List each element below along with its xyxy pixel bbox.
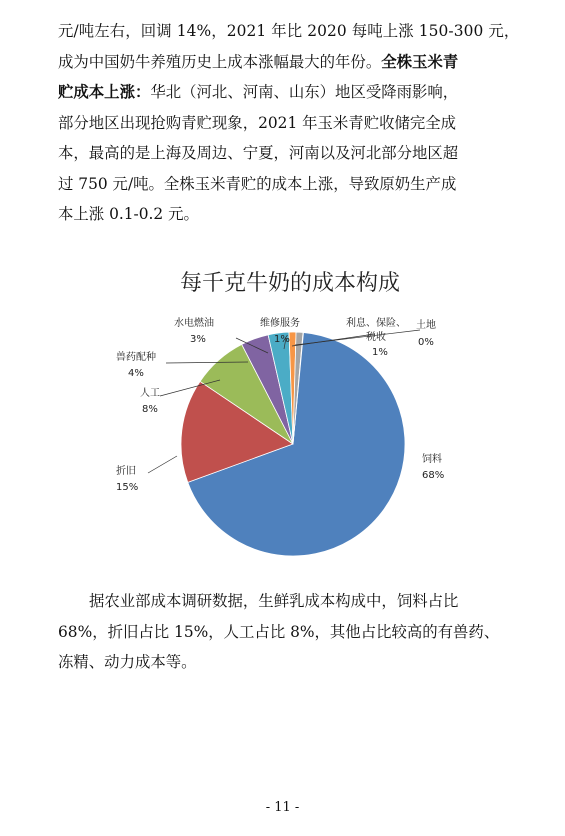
text-segment: 成为中国奶牛养殖历史上成本涨幅最大的年份。 — [58, 52, 382, 71]
slice-name: 折旧 — [116, 466, 136, 477]
slice-name: 饲料 — [422, 454, 442, 465]
paragraph-line: 冻精、动力成本等。 — [58, 653, 197, 671]
slice-percent: 68% — [422, 470, 445, 481]
paragraph-line: 元/吨左右，回调 14%，2021 年比 2020 每吨上涨 150-300 元， — [58, 22, 520, 40]
slice-percent: 15% — [116, 482, 139, 493]
chart-title: 每千克牛奶的成本构成 — [179, 271, 401, 296]
slice-name: 税收 — [366, 332, 386, 343]
bold-heading: 贮成本上涨： — [58, 83, 151, 101]
paragraph-line: 据农业部成本调研数据，生鲜乳成本构成中，饲料占比 — [89, 592, 459, 610]
pie-slices — [181, 332, 405, 556]
slice-name: 土地 — [416, 320, 436, 331]
slice-label — [116, 350, 156, 379]
paragraph-top — [58, 16, 528, 230]
pie-chart — [60, 256, 520, 576]
leader-line — [148, 456, 177, 473]
paragraph-bottom — [58, 586, 528, 678]
bold-heading: 全株玉米青 — [381, 52, 459, 71]
paragraph-line: 过 750 元/吨。全株玉米青贮的成本上涨，导致原奶生产成 — [58, 174, 457, 193]
paragraph-line — [58, 47, 528, 78]
slice-percent: 8% — [142, 404, 158, 415]
slice-percent: 1% — [372, 347, 388, 358]
slice-name: 利息、保险、 — [346, 318, 406, 329]
paragraph-line: 本，最高的是上海及周边、宁夏，河南以及河北部分地区超 — [58, 144, 459, 162]
slice-label — [416, 318, 436, 348]
slice-percent: 1% — [274, 334, 290, 345]
page-number: - 11 - — [265, 800, 300, 815]
slice-percent: 3% — [190, 334, 206, 345]
slice-percent: 0% — [418, 337, 434, 348]
slice-label — [422, 452, 444, 481]
text-segment: 华北（河北、河南、山东）地区受降雨影响， — [150, 83, 459, 101]
paragraph-line: 本上涨 0.1-0.2 元。 — [58, 205, 199, 223]
paragraph-line — [58, 77, 528, 108]
paragraph-line: 部分地区出现抢购青贮现象，2021 年玉米青贮收储完全成 — [58, 113, 457, 132]
slice-label — [116, 464, 138, 493]
paragraph-line: 68%，折旧占比 15%，人工占比 8%，其他占比较高的有兽药、 — [58, 622, 500, 641]
slice-name: 维修服务 — [260, 318, 300, 329]
slice-name: 水电燃油 — [174, 318, 214, 329]
slice-name: 兽药配种 — [116, 352, 156, 363]
slice-label — [140, 386, 160, 415]
slice-label — [174, 316, 214, 345]
slice-percent: 4% — [128, 368, 144, 379]
slice-name: 人工 — [140, 388, 160, 399]
